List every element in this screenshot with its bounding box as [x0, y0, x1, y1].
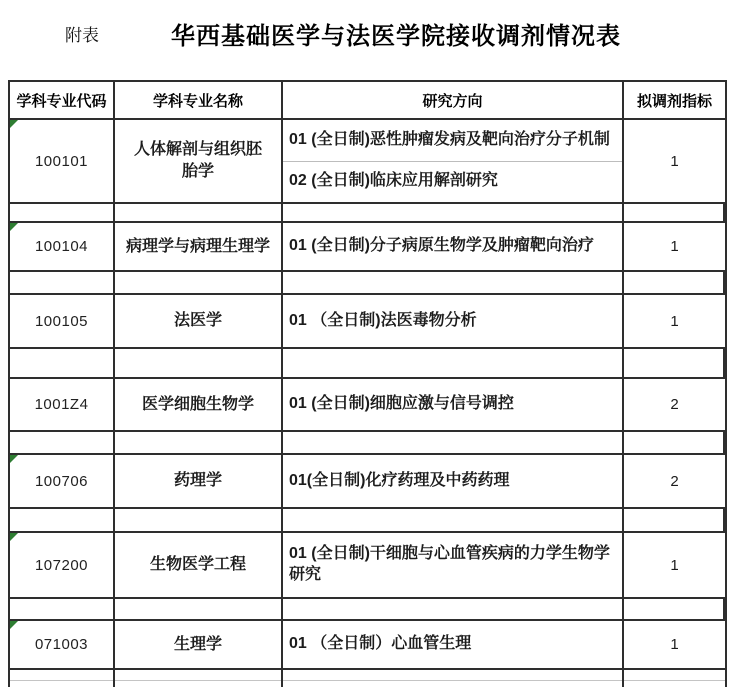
code-cell — [10, 533, 115, 597]
table-header-row — [10, 82, 725, 120]
trailing-partial-row — [10, 670, 725, 687]
quota-cell: 2 — [670, 396, 679, 413]
direction-item — [283, 223, 622, 270]
adjustment-table — [8, 80, 727, 687]
name-cell: 病理学与病理生理学 — [115, 223, 283, 270]
direction-text: 01 （全日制）心血管生理 — [289, 635, 472, 653]
code-cell — [10, 379, 115, 430]
name-cell: 生理学 — [115, 621, 283, 668]
table-row — [10, 120, 725, 204]
direction-text: 01(全日制)化疗药理及中药药理 — [289, 471, 510, 489]
table-row — [10, 621, 725, 670]
spacer-row — [10, 272, 725, 295]
direction-item — [283, 120, 622, 161]
name-cell: 药理学 — [115, 455, 283, 507]
quota-cell: 1 — [670, 238, 679, 255]
name-cell: 人体解剖与组织胚胎学 — [115, 120, 283, 202]
code-text: 100706 — [34, 472, 89, 490]
direction-item — [283, 455, 622, 507]
directions-cell — [283, 621, 624, 668]
spacer-row — [10, 349, 725, 379]
direction-text: 02 (全日制)临床应用解剖研究 — [289, 172, 498, 190]
spacer-row — [10, 204, 725, 223]
directions-cell — [283, 533, 624, 597]
error-marker-icon — [10, 223, 18, 231]
quota-cell: 1 — [670, 152, 679, 170]
error-marker-icon — [10, 621, 18, 629]
spacer-row — [10, 432, 725, 455]
table-row — [10, 223, 725, 272]
directions-cell — [283, 455, 624, 507]
direction-text: 01 (全日制)恶性肿瘤发病及靶向治疗分子机制 — [289, 130, 610, 148]
code-cell — [10, 455, 115, 507]
header-quota: 拟调剂指标 — [636, 92, 712, 110]
directions-cell — [283, 223, 624, 270]
name-cell: 法医学 — [115, 295, 283, 347]
title-bar — [0, 0, 730, 80]
directions-cell — [283, 120, 624, 202]
directions-cell — [283, 295, 624, 347]
name-cell: 医学细胞生物学 — [115, 379, 283, 430]
page-title: 华西基础医学与法医学院接收调剂情况表 — [171, 23, 621, 50]
spacer-row — [10, 509, 725, 533]
table-row — [10, 455, 725, 509]
spacer-row — [10, 599, 725, 621]
directions-cell — [283, 379, 624, 430]
direction-item — [283, 621, 622, 668]
direction-item — [283, 161, 622, 203]
header-research-direction: 研究方向 — [283, 82, 624, 118]
code-text: 1001Z4 — [34, 396, 89, 413]
name-cell: 生物医学工程 — [115, 533, 283, 597]
code-text: 071003 — [34, 636, 89, 653]
code-text: 100101 — [34, 152, 89, 170]
table-row — [10, 533, 725, 599]
error-marker-icon — [10, 533, 18, 541]
annex-label: 附表 — [65, 25, 99, 45]
code-text: 100104 — [34, 238, 89, 255]
code-text: 107200 — [34, 556, 89, 574]
table-row — [10, 379, 725, 432]
quota-cell: 2 — [670, 472, 679, 490]
header-subject-name: 学科专业名称 — [115, 82, 283, 118]
quota-cell: 1 — [670, 556, 679, 574]
header-subject-code: 学科专业代码 — [10, 82, 115, 118]
direction-item — [283, 379, 622, 430]
direction-text: 01 (全日制)分子病原生物学及肿瘤靶向治疗 — [289, 237, 594, 255]
direction-text: 01 (全日制)干细胞与心血管疾病的力学生物学研究 — [289, 545, 610, 583]
error-marker-icon — [10, 455, 18, 463]
table-row — [10, 295, 725, 349]
direction-text: 01 （全日制)法医毒物分析 — [289, 311, 477, 329]
direction-item — [283, 295, 622, 347]
direction-text: 01 (全日制)细胞应激与信号调控 — [289, 395, 514, 413]
direction-item — [283, 533, 622, 597]
code-cell — [10, 621, 115, 668]
quota-cell: 1 — [670, 636, 679, 653]
code-cell — [10, 120, 115, 202]
code-text: 100105 — [34, 312, 89, 330]
error-marker-icon — [10, 120, 18, 128]
code-cell — [10, 295, 115, 347]
code-cell — [10, 223, 115, 270]
quota-cell: 1 — [670, 312, 679, 330]
